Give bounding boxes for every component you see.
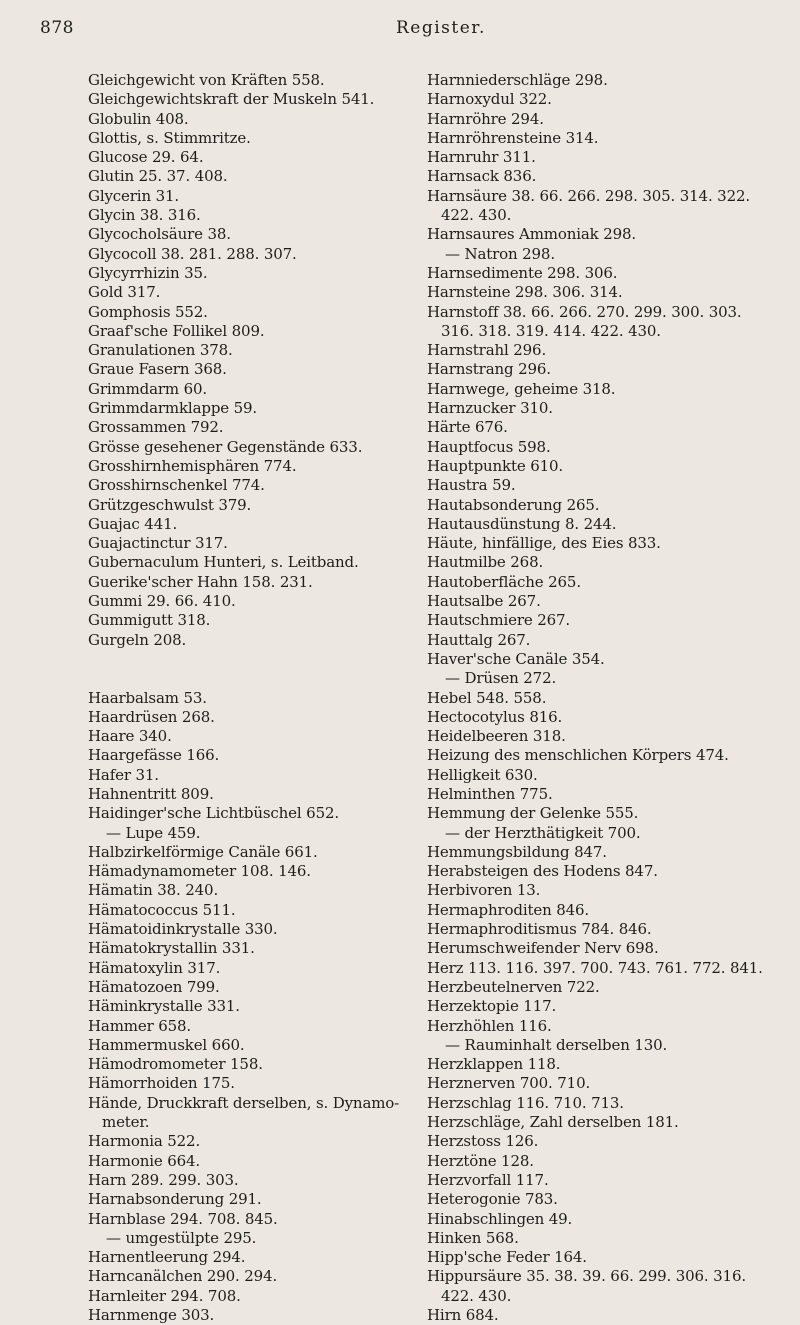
- index-entry: — Lupe 459.: [106, 823, 201, 842]
- index-entry: 422. 430.: [441, 1286, 512, 1305]
- index-entry: Harnentleerung 294.: [88, 1248, 246, 1267]
- index-entry: Harnmenge 303.: [88, 1306, 215, 1324]
- index-entry: Haustra 59.: [427, 476, 516, 495]
- index-entry: Hammermuskel 660.: [88, 1035, 245, 1054]
- section-gap: [88, 669, 418, 688]
- index-entry: Harnsack 836.: [427, 167, 537, 186]
- page-number: 878: [40, 18, 74, 38]
- index-entry: Herbivoren 13.: [427, 881, 541, 900]
- index-entry: Helligkeit 630.: [427, 765, 538, 784]
- index-entry: Harnsäure 38. 66. 266. 298. 305. 314. 322.: [427, 186, 750, 205]
- index-entry: Granulationen 378.: [88, 341, 233, 360]
- index-entry: Haidinger'sche Lichtbüschel 652.: [88, 804, 339, 823]
- index-entry: Glycerin 31.: [88, 186, 179, 205]
- index-entry: Hebel 548. 558.: [427, 688, 547, 707]
- index-entry: Harnstoff 38. 66. 266. 270. 299. 300. 303.: [427, 302, 742, 321]
- index-entry: Häminkrystalle 331.: [88, 997, 240, 1016]
- index-entry: Herzschlag 116. 710. 713.: [427, 1093, 624, 1112]
- index-entry: Hämatoxylin 317.: [88, 958, 221, 977]
- index-entry: Grützgeschwulst 379.: [88, 495, 252, 514]
- index-entry: Grösse gesehener Gegenstände 633.: [88, 437, 363, 456]
- index-entry: Härte 676.: [427, 418, 508, 437]
- index-entry: 316. 318. 319. 414. 422. 430.: [441, 321, 661, 340]
- index-entry: Gubernaculum Hunteri, s. Leitband.: [88, 553, 359, 572]
- index-entry: Hämorrhoiden 175.: [88, 1074, 235, 1093]
- index-entry: Harnzucker 310.: [427, 399, 553, 418]
- index-entry: Hämatin 38. 240.: [88, 881, 219, 900]
- index-entry: Guerike'scher Hahn 158. 231.: [88, 572, 313, 591]
- index-entry: Glycocoll 38. 281. 288. 307.: [88, 244, 297, 263]
- index-entry: — Rauminhalt derselben 130.: [445, 1035, 668, 1054]
- index-entry: Glycyrrhizin 35.: [88, 263, 208, 282]
- index-entry: Hautmilbe 268.: [427, 553, 544, 572]
- index-entry: Hipp'sche Feder 164.: [427, 1248, 587, 1267]
- index-entry: Herumschweifender Nerv 698.: [427, 939, 659, 958]
- index-entry: — Natron 298.: [445, 244, 555, 263]
- index-entry: Harmonie 664.: [88, 1151, 201, 1170]
- index-entry: Harnwege, geheime 318.: [427, 379, 616, 398]
- index-entry: Haardrüsen 268.: [88, 707, 215, 726]
- index-entry: Harmonia 522.: [88, 1132, 201, 1151]
- index-entry: Hautausdünstung 8. 244.: [427, 514, 617, 533]
- index-entry: Glutin 25. 37. 408.: [88, 167, 228, 186]
- index-entry: Heizung des menschlichen Körpers 474.: [427, 746, 729, 765]
- index-entry: Harnoxydul 322.: [427, 90, 552, 109]
- index-entry: Hippursäure 35. 38. 39. 66. 299. 306. 316.: [427, 1267, 746, 1286]
- index-entry: Hämatozoen 799.: [88, 977, 220, 996]
- index-entry: Hirn 684.: [427, 1306, 499, 1324]
- index-entry: Harnsaures Ammoniak 298.: [427, 225, 637, 244]
- index-entry: Gurgeln 208.: [88, 630, 187, 649]
- index-entry: Heidelbeeren 318.: [427, 727, 566, 746]
- index-entry: Glottis, s. Stimmritze.: [88, 128, 251, 147]
- index-entry: Heterogonie 783.: [427, 1190, 558, 1209]
- index-entry: Hahnentritt 809.: [88, 784, 214, 803]
- index-entry: Harn 289. 299. 303.: [88, 1170, 239, 1189]
- index-column-right: [427, 71, 777, 1325]
- index-entry: Grossammen 792.: [88, 418, 224, 437]
- index-entry: Herz 113. 116. 397. 700. 743. 761. 772. 841.: [427, 958, 763, 977]
- index-entry: 422. 430.: [441, 206, 512, 225]
- index-entry: Hauttalg 267.: [427, 630, 531, 649]
- index-entry: Haver'sche Canäle 354.: [427, 649, 605, 668]
- index-entry: Gleichgewichtskraft der Muskeln 541.: [88, 90, 375, 109]
- index-entry: Harnröhre 294.: [427, 109, 544, 128]
- index-entry: Hände, Druckkraft derselben, s. Dynamo-: [88, 1093, 400, 1112]
- index-entry: Harnröhrensteine 314.: [427, 128, 599, 147]
- index-entry: Hauptpunkte 610.: [427, 456, 563, 475]
- index-entry: Gomphosis 552.: [88, 302, 208, 321]
- index-entry: meter.: [102, 1113, 150, 1132]
- index-entry: Globulin 408.: [88, 109, 189, 128]
- index-entry: Herznerven 700. 710.: [427, 1074, 591, 1093]
- index-entry: Herzklappen 118.: [427, 1055, 561, 1074]
- index-entry: Hermaphroditen 846.: [427, 900, 590, 919]
- index-entry: Graaf'sche Follikel 809.: [88, 321, 265, 340]
- index-entry: Harnabsonderung 291.: [88, 1190, 262, 1209]
- index-entry: Gummigutt 318.: [88, 611, 211, 630]
- index-entry: Hämatokrystallin 331.: [88, 939, 255, 958]
- index-entry: Harnniederschläge 298.: [427, 71, 608, 89]
- index-entry: — umgestülpte 295.: [106, 1228, 257, 1247]
- index-entry: Grimmdarm 60.: [88, 379, 208, 398]
- index-entry: Graue Fasern 368.: [88, 360, 227, 379]
- index-entry: Harnruhr 311.: [427, 148, 536, 167]
- index-entry: Häute, hinfällige, des Eies 833.: [427, 534, 661, 553]
- index-entry: Gold 317.: [88, 283, 161, 302]
- index-entry: Herzstoss 126.: [427, 1132, 539, 1151]
- index-entry: Gummi 29. 66. 410.: [88, 592, 236, 611]
- index-entry: Hammer 658.: [88, 1016, 192, 1035]
- index-entry: Hauptfocus 598.: [427, 437, 551, 456]
- index-entry: Hautabsonderung 265.: [427, 495, 600, 514]
- index-entry: Guajac 441.: [88, 514, 178, 533]
- index-column-left: [88, 71, 418, 1325]
- index-entry: Haare 340.: [88, 727, 172, 746]
- index-entry: Hinken 568.: [427, 1228, 519, 1247]
- index-entry: Hinabschlingen 49.: [427, 1209, 573, 1228]
- running-header: Register.: [396, 18, 486, 38]
- index-entry: Herabsteigen des Hodens 847.: [427, 862, 658, 881]
- index-entry: Hectocotylus 816.: [427, 707, 563, 726]
- index-entry: Harnsedimente 298. 306.: [427, 263, 618, 282]
- index-entry: Harnblase 294. 708. 845.: [88, 1209, 278, 1228]
- index-entry: Halbzirkelförmige Canäle 661.: [88, 842, 318, 861]
- index-entry: Gleichgewicht von Kräften 558.: [88, 71, 325, 89]
- index-entry: Harnsteine 298. 306. 314.: [427, 283, 623, 302]
- index-entry: Glycin 38. 316.: [88, 206, 201, 225]
- index-entry: Hautschmiere 267.: [427, 611, 571, 630]
- index-entry: Herztöne 128.: [427, 1151, 534, 1170]
- index-entry: Glycocholsäure 38.: [88, 225, 231, 244]
- index-entry: Herzhöhlen 116.: [427, 1016, 552, 1035]
- index-entry: Grosshirnhemisphären 774.: [88, 456, 297, 475]
- index-entry: Hafer 31.: [88, 765, 159, 784]
- index-entry: Haarbalsam 53.: [88, 688, 207, 707]
- index-entry: Helminthen 775.: [427, 784, 553, 803]
- index-entry: Harnstrahl 296.: [427, 341, 547, 360]
- index-entry: Hermaphroditismus 784. 846.: [427, 920, 652, 939]
- index-entry: Herzektopie 117.: [427, 997, 557, 1016]
- index-entry: Hämodromometer 158.: [88, 1055, 263, 1074]
- index-entry: Hämatococcus 511.: [88, 900, 236, 919]
- index-entry: Grosshirnschenkel 774.: [88, 476, 265, 495]
- index-entry: Herzschläge, Zahl derselben 181.: [427, 1113, 679, 1132]
- index-entry: Herzbeutelnerven 722.: [427, 977, 600, 996]
- index-entry: Hämadynamometer 108. 146.: [88, 862, 311, 881]
- index-entry: Harncanälchen 290. 294.: [88, 1267, 278, 1286]
- section-gap: [88, 650, 418, 669]
- index-entry: Hautoberfläche 265.: [427, 572, 581, 591]
- index-entry: Hautsalbe 267.: [427, 592, 541, 611]
- index-entry: Haargefässe 166.: [88, 746, 220, 765]
- index-entry: Hemmung der Gelenke 555.: [427, 804, 639, 823]
- index-entry: Guajactinctur 317.: [88, 534, 228, 553]
- index-entry: Harnleiter 294. 708.: [88, 1286, 241, 1305]
- index-entry: — Drüsen 272.: [445, 669, 557, 688]
- index-entry: Hämatoidinkrystalle 330.: [88, 920, 278, 939]
- index-entry: Grimmdarmklappe 59.: [88, 399, 258, 418]
- index-entry: Hemmungsbildung 847.: [427, 842, 607, 861]
- index-entry: Herzvorfall 117.: [427, 1170, 549, 1189]
- index-entry: Glucose 29. 64.: [88, 148, 204, 167]
- index-entry: Harnstrang 296.: [427, 360, 551, 379]
- index-entry: — der Herzthätigkeit 700.: [445, 823, 641, 842]
